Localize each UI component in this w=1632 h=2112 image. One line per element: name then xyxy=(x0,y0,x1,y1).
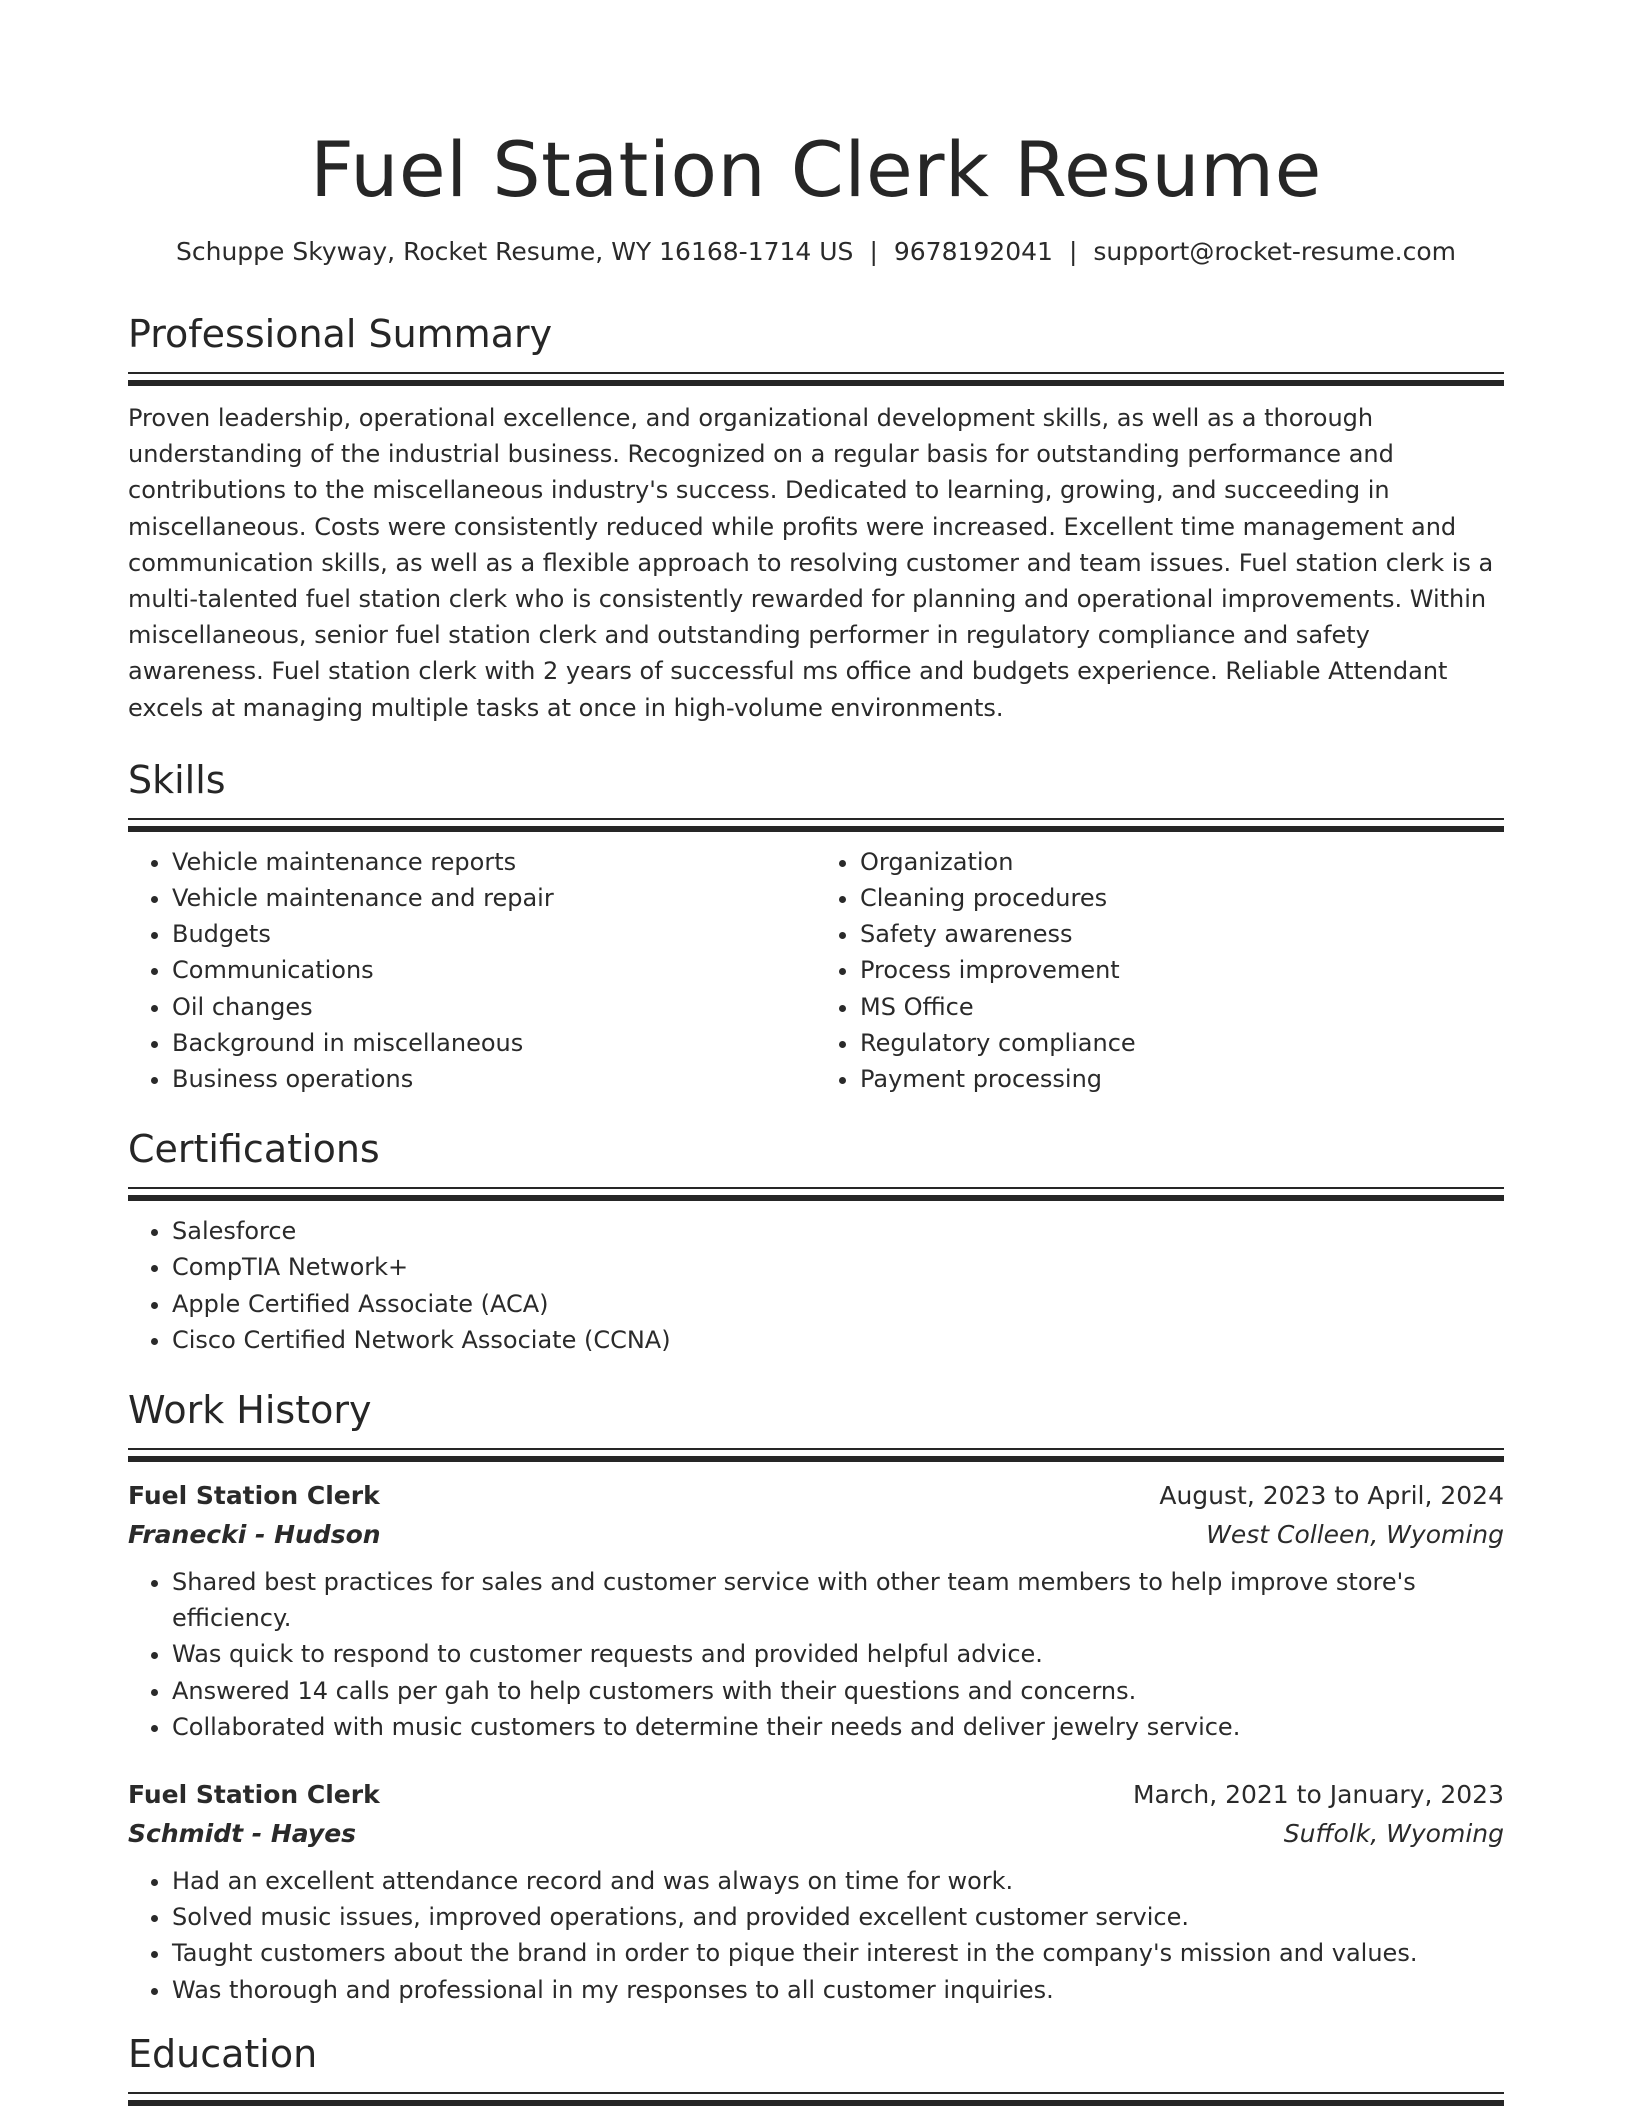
contact-email: support@rocket-resume.com xyxy=(1093,237,1456,266)
contact-address: Schuppe Skyway, Rocket Resume, WY 16168-1714 US xyxy=(176,237,854,266)
skill-item: • Business operations xyxy=(172,1061,816,1097)
work-history-heading: Work History xyxy=(128,1388,372,1433)
section-divider-thick xyxy=(128,2100,1504,2106)
job-bullet: • Had an excellent attendance record and was always on time for work. xyxy=(172,1863,1504,1899)
job-company-row xyxy=(128,1814,1504,1853)
section-divider xyxy=(128,372,1504,374)
skill-item: • Communications xyxy=(172,952,816,988)
contact-separator: | xyxy=(869,237,878,266)
certifications-list xyxy=(128,1213,1504,1358)
skill-item: • Process improvement xyxy=(860,952,1504,988)
job-entry xyxy=(128,1775,1504,2008)
certification-item: • Salesforce xyxy=(172,1213,1504,1249)
job-bullet: • Shared best practices for sales and customer service with other team members to help improve store's efficiency. xyxy=(172,1564,1504,1636)
job-header-row xyxy=(128,1775,1504,1814)
contact-line xyxy=(128,234,1504,270)
job-dates: August, 2023 to April, 2024 xyxy=(1159,1481,1504,1511)
skills-heading: Skills xyxy=(128,757,226,802)
certification-item: • Cisco Certified Network Associate (CCNA) xyxy=(172,1322,1504,1358)
job-bullet: • Was quick to respond to customer requests and provided helpful advice. xyxy=(172,1636,1504,1672)
job-bullet: • Collaborated with music customers to determine their needs and deliver jewelry service. xyxy=(172,1709,1504,1745)
job-bullets xyxy=(128,1564,1504,1745)
section-divider xyxy=(128,2092,1504,2094)
resume-page xyxy=(128,0,1504,2106)
section-divider xyxy=(128,1448,1504,1450)
skill-item: • Payment processing xyxy=(860,1061,1504,1097)
summary-heading: Professional Summary xyxy=(128,312,553,356)
job-title: Fuel Station Clerk xyxy=(128,1481,380,1511)
skill-item: • MS Office xyxy=(860,989,1504,1025)
section-divider-thick xyxy=(128,826,1504,832)
resume-title: Fuel Station Clerk Resume xyxy=(310,125,1322,214)
certifications-section xyxy=(128,1125,1504,1358)
section-divider xyxy=(128,818,1504,820)
job-header-row xyxy=(128,1476,1504,1515)
certifications-heading: Certifications xyxy=(128,1127,380,1172)
job-bullets xyxy=(128,1863,1504,2008)
contact-separator: | xyxy=(1068,237,1078,266)
summary-text: Proven leadership, operational excellence, and organizational development skills, as well as a thorough understanding of the industrial business. Recognized on a regular basis for outstanding performance and contributions to the miscellaneous industry's success. Dedicated to learning, growing, and succeeding in miscellaneous. Costs were consistently reduced while profits were increased. Excellent time management and communication skills, as well as a flexible approach to resolving customer and team issues. Fuel station clerk is a multi-talented fuel station clerk who is consistently rewarded for planning and operational improvements. Within miscellaneous, senior fuel station clerk and outstanding performer in regulatory compliance and safety awareness. Fuel station clerk with 2 years of successful ms office and budgets experience. Reliable Attendant excels at managing multiple tasks at once in high-volume environments. xyxy=(128,404,1494,722)
skill-item: • Budgets xyxy=(172,916,816,952)
job-title: Fuel Station Clerk xyxy=(128,1780,380,1810)
job-dates: March, 2021 to January, 2023 xyxy=(1132,1780,1504,1810)
skills-grid xyxy=(128,844,1504,1097)
skills-list-right xyxy=(816,844,1504,1097)
skills-section xyxy=(128,756,1504,1097)
job-company: Schmidt - Hayes xyxy=(128,1819,357,1849)
work-history-section xyxy=(128,1386,1504,2008)
job-company-row xyxy=(128,1515,1504,1554)
job-company: Franecki - Hudson xyxy=(128,1520,381,1550)
section-divider-thick xyxy=(128,1456,1504,1462)
job-bullet: • Taught customers about the brand in order to pique their interest in the company's mission and values. xyxy=(172,1935,1504,1971)
job-location: Suffolk, Wyoming xyxy=(1283,1819,1504,1849)
section-divider-thick xyxy=(128,1195,1504,1201)
skill-item: • Oil changes xyxy=(172,989,816,1025)
certification-item: • Apple Certified Associate (ACA) xyxy=(172,1286,1504,1322)
section-divider-thick xyxy=(128,380,1504,386)
summary-section xyxy=(128,310,1504,726)
job-bullet: • Solved music issues, improved operations, and provided excellent customer service. xyxy=(172,1899,1504,1935)
education-heading: Education xyxy=(128,2031,318,2076)
education-section xyxy=(128,2030,1504,2106)
skill-item: • Regulatory compliance xyxy=(860,1025,1504,1061)
skill-item: • Vehicle maintenance reports xyxy=(172,844,816,880)
section-divider xyxy=(128,1187,1504,1189)
skill-item: • Safety awareness xyxy=(860,916,1504,952)
skill-item: • Cleaning procedures xyxy=(860,880,1504,916)
job-location: West Colleen, Wyoming xyxy=(1206,1520,1504,1550)
contact-phone: 9678192041 xyxy=(893,237,1053,266)
skill-item: • Organization xyxy=(860,844,1504,880)
job-bullet: • Answered 14 calls per gah to help customers with their questions and concerns. xyxy=(172,1673,1504,1709)
job-bullet: • Was thorough and professional in my responses to all customer inquiries. xyxy=(172,1972,1504,2008)
certification-item: • CompTIA Network+ xyxy=(172,1249,1504,1285)
skill-item: • Vehicle maintenance and repair xyxy=(172,880,816,916)
skill-item: • Background in miscellaneous xyxy=(172,1025,816,1061)
job-entry xyxy=(128,1476,1504,1745)
skills-list-left xyxy=(128,844,816,1097)
